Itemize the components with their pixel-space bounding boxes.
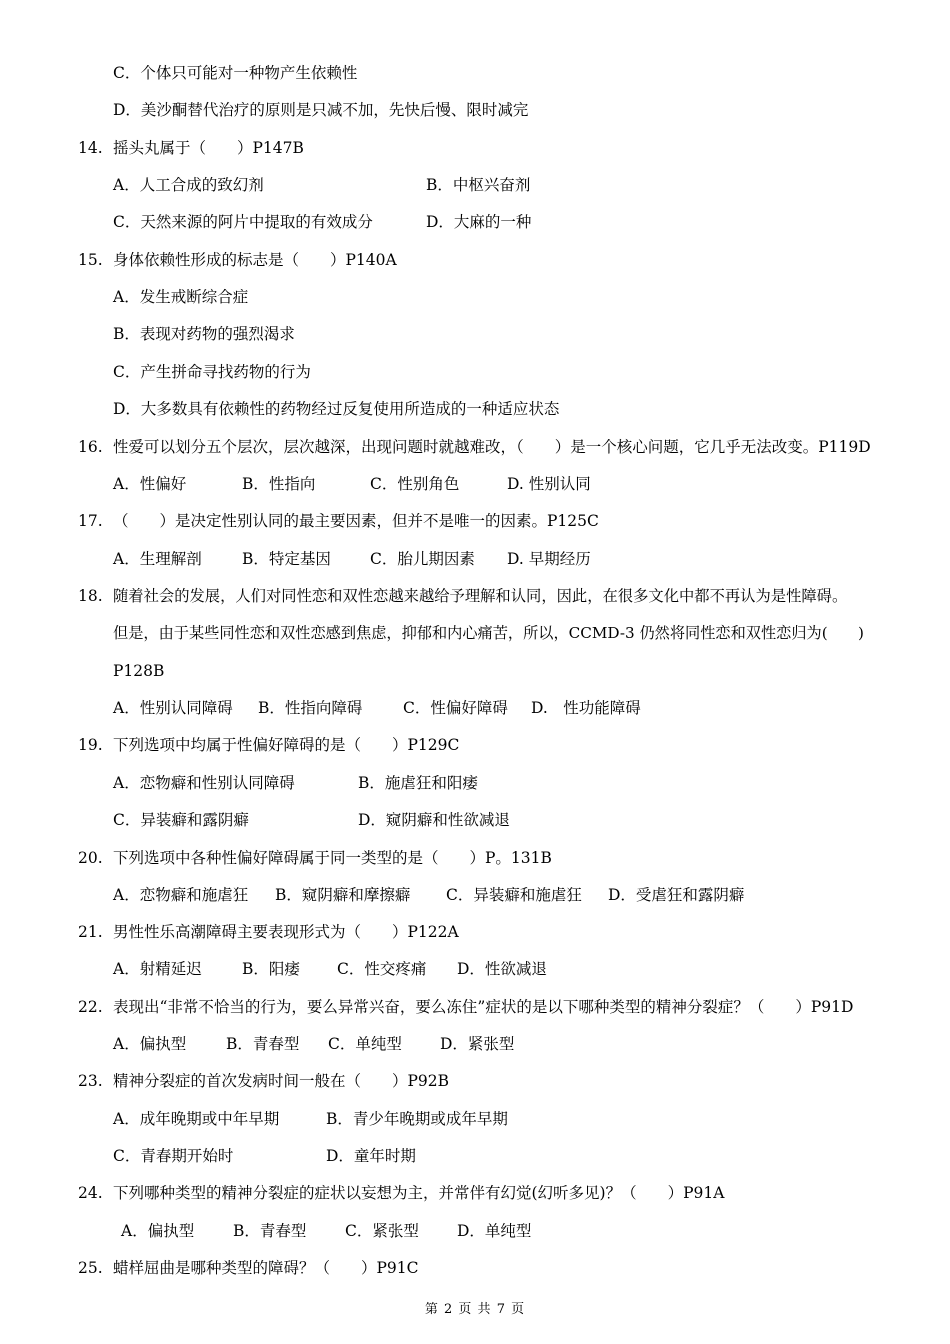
option-a: A．成年晚期或中年早期 <box>113 1110 280 1128</box>
question-number: 15. <box>78 251 103 269</box>
question-text: 下列哪种类型的精神分裂症的症状以妄想为主，并常伴有幻觉(幻听多见)？（ ）P91A <box>113 1184 725 1202</box>
option-c: C．个体只可能对一种物产生依赖性 <box>113 64 358 82</box>
question-text: 下列选项中均属于性偏好障碍的是（ ）P129C <box>113 736 460 754</box>
option-c: C．性别角色 <box>370 475 460 493</box>
option-a: A．发生戒断综合症 <box>113 288 249 306</box>
option-b: B．性指向障碍 <box>258 699 363 717</box>
question-text: 身体依赖性形成的标志是（ ）P140A <box>113 251 397 269</box>
option-b: B．青春型 <box>226 1035 300 1053</box>
option-a: A．人工合成的致幻剂 <box>113 176 264 194</box>
question-text-line-2: 但是，由于某些同性恋和双性恋感到焦虑，抑郁和内心痛苦，所以，CCMD-3 仍然将同性恋和双性恋归为( ) <box>113 624 864 642</box>
question-number: 20. <box>78 849 103 867</box>
question-text-line-1: 随着社会的发展，人们对同性恋和双性恋越来越给予理解和认同，因此，在很多文化中都不再认为是性障碍。 <box>113 587 848 605</box>
question-number: 25. <box>78 1259 103 1277</box>
option-b: B．施虐狂和阳痿 <box>358 774 478 792</box>
question-number: 19. <box>78 736 103 754</box>
option-a: A．偏执型 <box>113 1035 187 1053</box>
option-a: A．偏执型 <box>121 1222 195 1240</box>
option-b: B．表现对药物的强烈渴求 <box>113 325 295 343</box>
question-text: 表现出“非常不恰当的行为，要么异常兴奋，要么冻住”症状的是以下哪种类型的精神分裂症？（ ）P91D <box>113 998 854 1016</box>
page-footer: 第 2 页 共 7 页 <box>424 1302 526 1317</box>
option-a: A．性偏好 <box>113 475 187 493</box>
option-a: A．射精延迟 <box>113 960 202 978</box>
option-b: B．特定基因 <box>242 550 331 568</box>
option-c: C．紧张型 <box>345 1222 419 1240</box>
option-d: D．童年时期 <box>326 1147 416 1165</box>
option-d: D．大麻的一种 <box>426 213 532 231</box>
option-b: B．性指向 <box>242 475 316 493</box>
option-c: C．青春期开始时 <box>113 1147 234 1165</box>
option-d: D. 性功能障碍 <box>531 699 641 717</box>
option-c: C．单纯型 <box>328 1035 402 1053</box>
option-c: C．胎儿期因素 <box>370 550 475 568</box>
option-c: C．性交疼痛 <box>337 960 427 978</box>
option-a: A．生理解剖 <box>113 550 202 568</box>
question-number: 17. <box>78 512 103 530</box>
option-c: C．异装癖和露阴癖 <box>113 811 249 829</box>
option-d: D．大多数具有依赖性的药物经过反复使用所造成的一种适应状态 <box>113 400 560 418</box>
question-text: 精神分裂症的首次发病时间一般在（ ）P92B <box>113 1072 450 1090</box>
option-c: C．天然来源的阿片中提取的有效成分 <box>113 213 373 231</box>
question-text: （ ）是决定性别认同的最主要因素，但并不是唯一的因素。P125C <box>113 512 599 530</box>
question-number: 21. <box>78 923 103 941</box>
question-text-line-3: P128B <box>113 662 165 680</box>
option-b: B．青春型 <box>233 1222 307 1240</box>
option-d: D．窥阴癖和性欲减退 <box>358 811 510 829</box>
question-number: 18. <box>78 587 103 605</box>
option-b: B．中枢兴奋剂 <box>426 176 531 194</box>
option-c: C．异装癖和施虐狂 <box>446 886 582 904</box>
option-d: D．受虐狂和露阴癖 <box>608 886 745 904</box>
question-number: 23. <box>78 1072 103 1090</box>
option-d: D．美沙酮替代治疗的原则是只减不加，先快后慢、限时减完 <box>113 101 529 119</box>
option-c: C．性偏好障碍 <box>403 699 508 717</box>
option-a: A．性别认同障碍 <box>113 699 233 717</box>
option-c: C．产生拼命寻找药物的行为 <box>113 363 311 381</box>
question-text: 摇头丸属于（ ）P147B <box>113 139 304 157</box>
option-d: D. 性别认同 <box>507 475 591 493</box>
option-d: D．性欲减退 <box>457 960 547 978</box>
option-a: A．恋物癖和施虐狂 <box>113 886 249 904</box>
option-d: D．单纯型 <box>457 1222 532 1240</box>
option-b: B．青少年晚期或成年早期 <box>326 1110 508 1128</box>
question-text: 男性性乐高潮障碍主要表现形式为（ ）P122A <box>113 923 459 941</box>
option-b: B．窥阴癖和摩擦癖 <box>275 886 411 904</box>
question-text: 下列选项中各种性偏好障碍属于同一类型的是（ ）P。131B <box>113 849 552 867</box>
option-d: D. 早期经历 <box>507 550 591 568</box>
question-text: 性爱可以划分五个层次，层次越深，出现问题时就越难改，（ ）是一个核心问题，它几乎无法改变。P119D <box>113 438 871 456</box>
option-b: B．阳痿 <box>242 960 300 978</box>
option-a: A．恋物癖和性别认同障碍 <box>113 774 295 792</box>
question-text: 蜡样屈曲是哪种类型的障碍？（ ）P91C <box>113 1259 419 1277</box>
question-number: 14. <box>78 139 103 157</box>
option-d: D．紧张型 <box>440 1035 515 1053</box>
question-number: 24. <box>78 1184 103 1202</box>
question-number: 16. <box>78 438 103 456</box>
question-number: 22. <box>78 998 103 1016</box>
